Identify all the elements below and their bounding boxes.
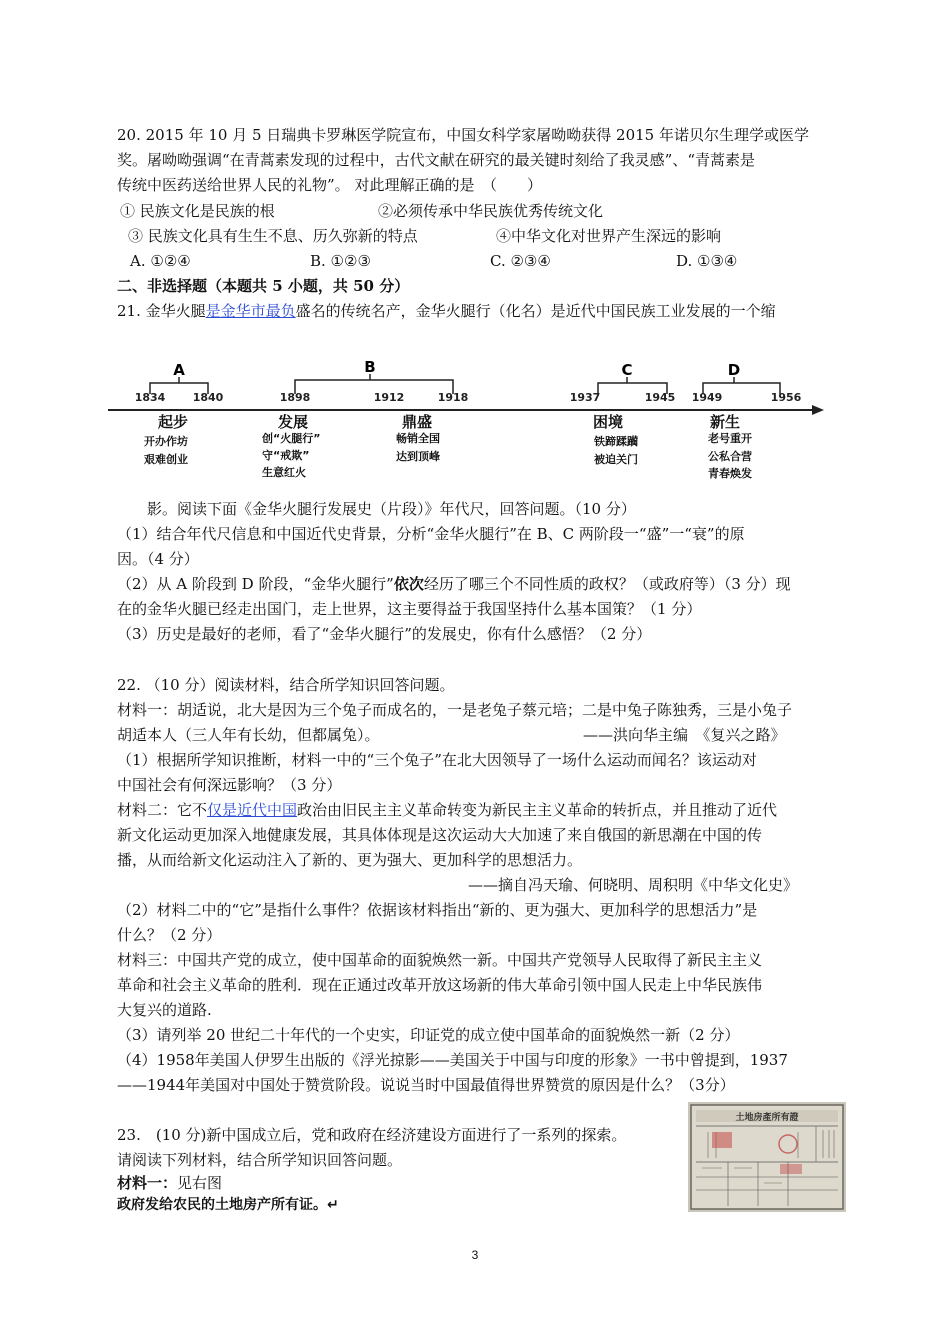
- stage-a-label: A: [173, 361, 185, 379]
- title-dingsheng: 鼎盛: [402, 413, 433, 431]
- q21-line-1: [117, 300, 776, 322]
- q21-sub2-bold: 依次: [393, 575, 424, 593]
- q22-sub3: （3）请列举 20 世纪二十年代的一个史实，印证党的成立使中国革命的面貌焕然一新（2 分）: [117, 1026, 740, 1044]
- year-1918: 1918: [437, 391, 469, 404]
- q22-m2-pre: 材料二：它不: [117, 801, 208, 819]
- q23-line-2: 请阅读下列材料，结合所学知识回答问题。: [117, 1151, 403, 1169]
- title-xinsheng: 新生: [710, 413, 741, 431]
- q21-sub2-pre: （2）从 A 阶段到 D 阶段，“金华火腿行”: [117, 575, 394, 593]
- desc-b-5: 达到顶峰: [396, 450, 440, 463]
- desc-b-3: 生意红火: [262, 466, 306, 479]
- year-1834: 1834: [134, 391, 166, 404]
- q21-sub2-post: 经历了哪三个不同性质的政权？（或政府等）（3 分）现: [423, 575, 791, 593]
- q22-sub4-b: ——1944年美国对中国处于赞赏阶段。说说当时中国最值得世界赞赏的原因是什么？（3分）: [117, 1076, 735, 1094]
- title-kunjing: 困境: [593, 413, 624, 431]
- red-seal-left: [712, 1132, 732, 1148]
- q22-m2-post: 政治由旧民主主义革命转变为新民主主义革命的转折点，并且推动了近代: [297, 801, 778, 819]
- desc-a-1: 开办作坊: [144, 435, 188, 448]
- desc-a-2: 艰难创业: [144, 453, 188, 466]
- red-seal-right: [780, 1164, 802, 1174]
- q20-line-1: 20. 2015 年 10 月 5 日瑞典卡罗琳医学院宣布，中国女科学家屠呦呦获得 2015 年诺贝尔生理学或医学: [117, 126, 809, 144]
- q23-material1-label: 材料一：: [117, 1174, 178, 1192]
- q23-material1: [117, 1172, 222, 1194]
- q20-option-3: ③ 民族文化具有生生不息、历久弥新的特点: [128, 227, 418, 245]
- page-number: 3: [471, 1248, 479, 1262]
- q21-text-b: 盛名的传统名产，金华火腿行（化名）是近代中国民族工业发展的一个缩: [295, 302, 776, 320]
- stage-b-label: B: [364, 358, 376, 376]
- desc-b-1: 创“火腿行”: [262, 432, 321, 445]
- year-1945: 1945: [644, 391, 676, 404]
- q21-sub1-b: 因。（4 分）: [117, 550, 199, 568]
- certificate-title: 土地房產所有證: [735, 1113, 799, 1123]
- year-1912: 1912: [373, 391, 405, 404]
- land-certificate-image: [688, 1102, 846, 1212]
- q20-line-2: 奖。屠呦呦强调“在青蒿素发现的过程中，古代文献在研究的最关键时刻给了我灵感”、“青蒿素是: [117, 151, 756, 169]
- q22-material1-b: 胡适本人（三人年有长幼，但都属兔）。: [117, 726, 380, 744]
- q22-sub2-a: （2）材料二中的“它”是指什么事件？依据该材料指出“新的、更为强大、更加科学的思想活力”是: [117, 901, 758, 919]
- q20-answer-d: D. ①③④: [676, 252, 738, 270]
- desc-b-2: 守“戒欺”: [262, 449, 310, 462]
- q21-sub2-a: [117, 573, 791, 595]
- q21-sub2-b: 在的金华火腿已经走出国门，走上世界，这主要得益于我国坚持什么基本国策？（1 分）: [117, 600, 702, 618]
- q22-sub4-a: （4）1958年美国人伊罗生出版的《浮光掠影——美国关于中国与印度的形象》一书中曾提到，1937: [117, 1051, 788, 1069]
- desc-c-2: 被迫关门: [594, 453, 638, 466]
- q22-material3-a: 材料三：中国共产党的成立，使中国革命的面貌焕然一新。中国共产党领导人民取得了新民主主义: [117, 951, 763, 969]
- q22-line-1: 22. （10 分）阅读材料，结合所学知识回答问题。: [117, 676, 455, 694]
- stage-c-label: C: [621, 361, 633, 379]
- q20-answer-a: A. ①②④: [130, 252, 191, 270]
- q22-material2-source: ——摘自冯天瑜、何晓明、周积明《中华文化史》: [468, 876, 799, 894]
- timeline-arrow: [812, 405, 824, 415]
- desc-d-3: 青春焕发: [708, 467, 752, 480]
- q22-material2-c: 播，从而给新文化运动注入了新的、更为强大、更加科学的思想活力。: [117, 851, 583, 869]
- q22-sub2-b: 什么？（2 分）: [117, 926, 222, 944]
- q20-option-2: ②必须传承中华民族优秀传统文化: [378, 202, 604, 220]
- q21-text-a: 21. 金华火腿: [117, 302, 206, 320]
- q22-material3-b: 革命和社会主义革命的胜利．现在正通过改革开放这场新的伟大革命引领中国人民走上中华民族伟: [117, 976, 763, 994]
- desc-d-2: 公私合营: [708, 450, 752, 463]
- q22-material2-b: 新文化运动更加深入地健康发展，其具体体现是这次运动大大加速了来自俄国的新思潮在中国的传: [117, 826, 763, 844]
- q20-option-1: ① 民族文化是民族的根: [120, 202, 275, 220]
- title-qibu: 起步: [158, 413, 189, 431]
- q21-link[interactable]: 是金华市最负: [205, 302, 296, 320]
- q23-material1-text: 见右图: [177, 1174, 223, 1192]
- q20-option-4: ④中华文化对世界产生深远的影响: [496, 227, 722, 245]
- year-1949: 1949: [691, 391, 723, 404]
- year-1937: 1937: [569, 391, 601, 404]
- desc-d-1: 老号重开: [708, 432, 752, 445]
- year-1840: 1840: [192, 391, 224, 404]
- year-1898: 1898: [279, 391, 311, 404]
- timeline-diagram: [100, 350, 840, 485]
- title-fazhan: 发展: [278, 413, 309, 431]
- q21-line-2: 影。阅读下面《金华火腿行发展史（片段）》年代尺，回答问题。（10 分）: [147, 500, 636, 518]
- q22-material1-a: 材料一：胡适说，北大是因为三个兔子而成名的，一是老兔子蔡元培；二是中兔子陈独秀，三是小兔子: [117, 701, 793, 719]
- q22-material3-c: 大复兴的道路.: [117, 1001, 212, 1019]
- desc-c-1: 铁蹄蹂躏: [594, 435, 638, 448]
- q22-sub1-a: （1）根据所学知识推断，材料一中的“三个兔子”在北大因领导了一场什么运动而闻名？该运动对: [117, 751, 757, 769]
- q20-answer-b: B. ①②③: [310, 252, 371, 270]
- q21-sub3: （3）历史是最好的老师，看了“金华火腿行”的发展史，你有什么感悟？（2 分）: [117, 625, 652, 643]
- q23-line-1: 23. (10 分)新中国成立后，党和政府在经济建设方面进行了一系列的探索。: [117, 1126, 627, 1144]
- q22-sub1-b: 中国社会有何深远影响？（3 分）: [117, 776, 342, 794]
- q22-material1-source: ——洪向华主编 《复兴之路》: [583, 726, 786, 744]
- q23-caption: 政府发给农民的土地房产所有证。↵: [117, 1197, 339, 1213]
- stage-d-label: D: [727, 361, 741, 379]
- q21-sub1-a: （1）结合年代尺信息和中国近代史背景，分析“金华火腿行”在 B、C 两阶段一“盛”一“衰”的原: [117, 525, 745, 543]
- q22-material2-a: [117, 799, 777, 821]
- q22-m2-link[interactable]: 仅是近代中国: [207, 801, 298, 819]
- q20-line-3: 传统中医药送给世界人民的礼物”。 对此理解正确的是 （ ）: [117, 176, 542, 194]
- section-2-heading: 二、非选择题（本题共 5 小题，共 50 分）: [117, 277, 410, 295]
- year-1956: 1956: [770, 391, 802, 404]
- desc-b-4: 畅销全国: [396, 432, 440, 445]
- q20-answer-c: C. ②③④: [490, 252, 551, 270]
